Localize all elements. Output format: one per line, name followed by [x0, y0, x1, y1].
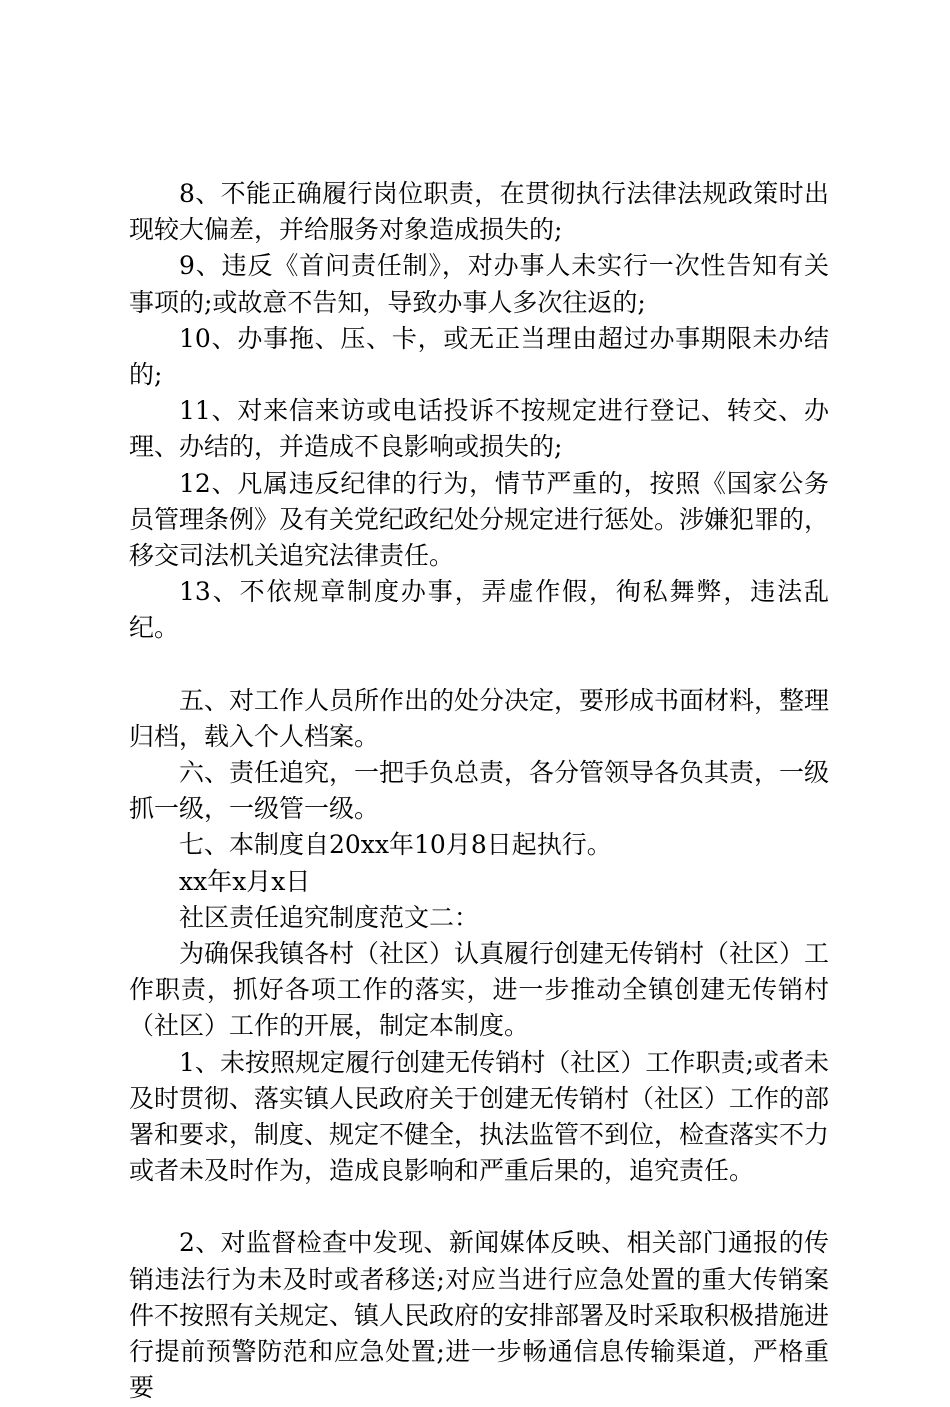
paragraph-item-13: 13、不依规章制度办事，弄虚作假，徇私舞弊，违法乱纪。: [129, 577, 829, 643]
paragraph-item-8: 8、不能正确履行岗位职责，在贯彻执行法律法规政策时出现较大偏差，并给服务对象造成损失的;: [129, 179, 829, 245]
paragraph-item-9: 9、违反《首问责任制》，对办事人未实行一次性告知有关事项的;或故意不告知，导致办事人多次往返的;: [129, 251, 829, 317]
paragraph-item-10: 10、办事拖、压、卡，或无正当理由超过办事期限未办结的;: [129, 323, 829, 390]
paragraph-section-7: 七、本制度自20xx年10月8日起执行。: [179, 830, 612, 860]
document-body: [129, 176, 829, 1407]
intro-paragraph: 为确保我镇各村（社区）认真履行创建无传销村（社区）工作职责，抓好各项工作的落实，进一步推动全镇创建无传销村（社区）工作的开展，制定本制度。: [129, 939, 830, 1041]
paragraph-spacer: [129, 1189, 829, 1225]
paragraph-item-11: 11、对来信来访或电话投诉不按规定进行登记、转交、办理、办结的，并造成不良影响或损失的;: [129, 396, 829, 462]
paragraph-rule-2: 2、对监督检查中发现、新闻媒体反映、相关部门通报的传销违法行为未及时或者移送;对应当进行应急处置的重大传销案件不按照有关规定、镇人民政府的安排部署及时采取积极措施进行提前预警防范和应急处置;进一步畅通信息传输渠道，严格重要: [129, 1228, 830, 1403]
paragraph-section-5: 五、对工作人员所作出的处分决定，要形成书面材料，整理归档，载入个人档案。: [129, 685, 830, 751]
date-line: xx年x月x日: [179, 866, 311, 896]
paragraph-section-6: 六、责任追究，一把手负总责，各分管领导各负其责，一级抓一级，一级管一级。: [129, 758, 830, 824]
paragraph-item-12: 12、凡属违反纪律的行为，情节严重的，按照《国家公务员管理条例》及有关党纪政纪处分规定进行惩处。涉嫌犯罪的，移交司法机关追究法律责任。: [129, 468, 830, 571]
paragraph-spacer: [129, 647, 829, 683]
section-heading: 社区责任追究制度范文二：: [179, 902, 480, 932]
paragraph-rule-1: 1、未按照规定履行创建无传销村（社区）工作职责;或者未及时贯彻、落实镇人民政府关于创建无传销村（社区）工作的部署和要求，制度、规定不健全，执法监管不到位，检查落实不力或者未及时作为，造成良影响和严重后果的，追究责任。: [129, 1047, 830, 1186]
